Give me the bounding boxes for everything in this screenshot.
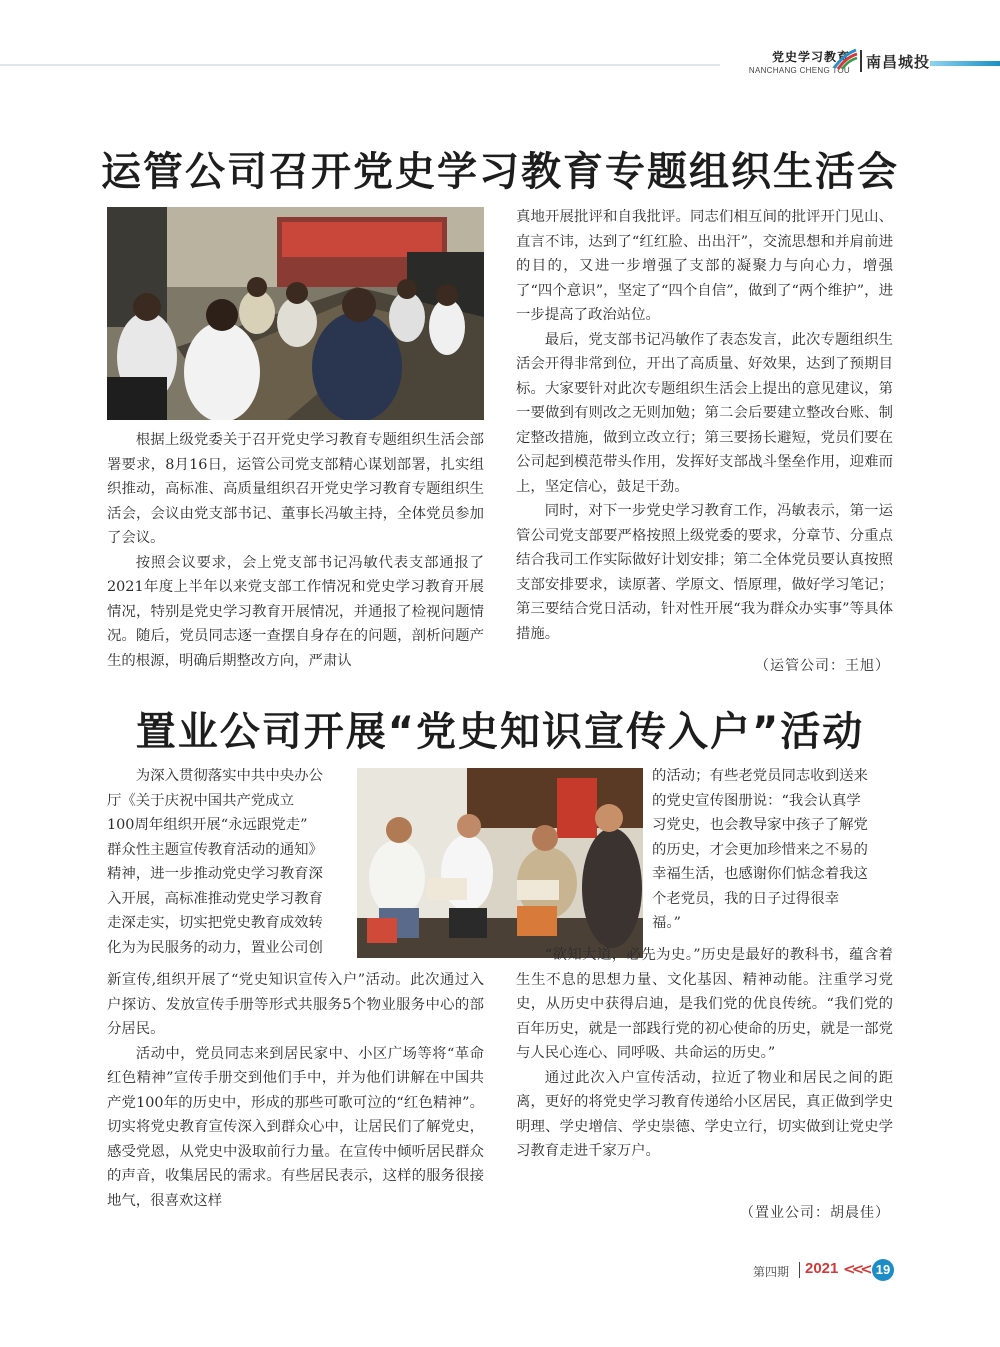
issue-label: 第四期 — [753, 1265, 790, 1279]
article2-left-wrap-column — [107, 764, 350, 960]
article2-line: 精神，进一步推动党史学习教育深 — [107, 866, 323, 882]
article1-byline: （运管公司：王旭） — [755, 658, 890, 674]
article2-title: 置业公司开展“党史知识宣传入户”活动 — [135, 709, 865, 755]
article2-line: 走深走实，切实把党史教育成效转 — [107, 915, 323, 931]
article1-title: 运管公司召开党史学习教育专题组织生活会 — [101, 149, 899, 195]
header-accent-bar — [930, 61, 1000, 66]
article2-left-column — [107, 968, 484, 1213]
footer-separator — [799, 1262, 800, 1278]
chevron-left-icon: <<< — [843, 1260, 869, 1278]
article2-paragraph: 活动中，党员同志来到居民家中、小区广场等将“革命红色精神”宣传手册交到他们手中，并为他们讲解在中国共产党100年的历史中，形成的那些可歌可泣的“红色精神”。切实将党史教育宣传深入到群众心中，让居民们了解党史，感受党恩，从党史中汲取前行力量。在宣传中倾听居民群众的声音，收集居民的需求。有些居民表示，这样的服务很接地气，很喜欢这样 — [107, 1045, 484, 1209]
article1-right-column — [516, 205, 893, 646]
article2-paragraph: “欲知大道，必先为史。”历史是最好的教科书，蕴含着生生不息的思想力量、文化基因、精神动能。注重学习党史，从历史中获得启迪，是我们党的优良传统。“我们党的百年历史，就是一部践行党的初心使命的历史，就是一部党与人民心连心、同呼吸、共命运的历史。” — [516, 947, 893, 1061]
article1-paragraph: 根据上级党委关于召开党史学习教育专题组织生活会部署要求，8月16日，运管公司党支部精心谋划部署，扎实组织推动，高标准、高质量组织召开党史学习教育专题组织生活会，会议由党支部书记、董事长冯敏主持，全体党员参加了会议。 — [107, 432, 484, 546]
article1-paragraph: 最后，党支部书记冯敏作了表态发言，此次专题组织生活会开得非常到位，开出了高质量、好效果，达到了预期目标。大家要针对此次专题组织生活会上提出的意见建议，第一要做到有则改之无则加勉；第二会后要建立整改台账、制定整改措施，做到立改立行；第三要扬长避短，党员们要在公司起到模范带头作用，发挥好支部战斗堡垒作用，迎难而上，坚定信心，鼓足干劲。 — [516, 331, 893, 495]
article2-photo — [357, 768, 643, 958]
column-label-cn: 党史学习教育 — [771, 50, 850, 64]
article2-line: 的党史宣传图册说：“我会认真学 — [652, 792, 861, 809]
nanchang-chengtou-logo-icon — [832, 48, 858, 70]
article2-line: 幸福生活，也感谢你们惦念着我这 — [652, 866, 868, 882]
article2-line: 厅《关于庆祝中国共产党成立 — [107, 792, 295, 809]
article2-line: 化为为民服务的动力，置业公司创 — [107, 939, 323, 956]
issue-year: 2021 — [805, 1260, 839, 1277]
header-rule — [0, 64, 720, 66]
article1-left-column — [107, 428, 484, 673]
article1-photo — [107, 207, 484, 420]
meeting-room-photo-image — [107, 207, 484, 420]
article2-line: 100周年组织开展“永远跟党走” — [107, 817, 308, 833]
article2-line: 入开展，高标准推动党史学习教育 — [107, 890, 323, 907]
article2-line: 的活动；有些老党员同志收到送来 — [652, 768, 868, 784]
article2-right-column — [516, 943, 893, 1164]
article2-line: 的历史，才会更加珍惜来之不易的 — [652, 841, 868, 858]
header-separator — [860, 50, 862, 72]
article1-continuation: 真地开展批评和自我批评。同志们相互间的批评开门见山、直言不讳，达到了“红红脸、出出汗”，交流思想和并肩前进的目的，又进一步增强了支部的凝聚力与向心力，增强了“四个意识”，坚定了“四个自信”，做到了“两个维护”，进一步提高了政治站位。 — [516, 209, 893, 323]
article2-line: 习党史，也会教导家中孩子了解党 — [652, 817, 868, 833]
residents-reading-photo-image — [357, 768, 643, 958]
article2-right-wrap-column — [652, 764, 893, 936]
article2-byline: （置业公司：胡晨佳） — [740, 1205, 890, 1221]
column-label-en: NANCHANG CHENG TOU — [748, 66, 850, 75]
article2-line: 群众性主题宣传教育活动的通知》 — [107, 841, 323, 858]
article2-paragraph: 通过此次入户宣传活动，拉近了物业和居民之间的距离，更好的将党史学习教育传递给小区居民，真正做到学史明理、学史增信、学史崇德、学史立行，切实做到让党史学习教育走进千家万户。 — [516, 1069, 893, 1159]
article2-line: 为深入贯彻落实中共中央办公 — [135, 768, 323, 784]
article1-paragraph: 按照会议要求，会上党支部书记冯敏代表支部通报了2021年度上半年以来党支部工作情况和党史学习教育开展情况，特别是党史学习教育开展情况，并通报了检视问题情况。随后，党员同志逐一查摆自身存在的问题，剖析问题产生的根源，明确后期整改方向，严肃认 — [107, 554, 484, 669]
brand-name: 南昌城投 — [866, 53, 931, 71]
article1-paragraph: 同时，对下一步党史学习教育工作，冯敏表示，第一运管公司党支部要严格按照上级党委的要求，分章节、分重点结合我司工作实际做好计划安排；第二全体党员要认真按照支部安排要求，读原著、学原文、悟原理，做好学习笔记；第三要结合党日活动，针对性开展“我为群众办实事”等具体措施。 — [516, 503, 893, 642]
article2-line: 福。” — [652, 915, 681, 931]
page-number: 19 — [872, 1259, 894, 1281]
article2-continuation: 新宣传,组织开展了“党史知识宣传入户”活动。此次通过入户探访、发放宣传手册等形式共服务5个物业服务中心的部分居民。 — [107, 972, 484, 1037]
article2-line: 个老党员，我的日子过得很幸 — [652, 890, 840, 907]
